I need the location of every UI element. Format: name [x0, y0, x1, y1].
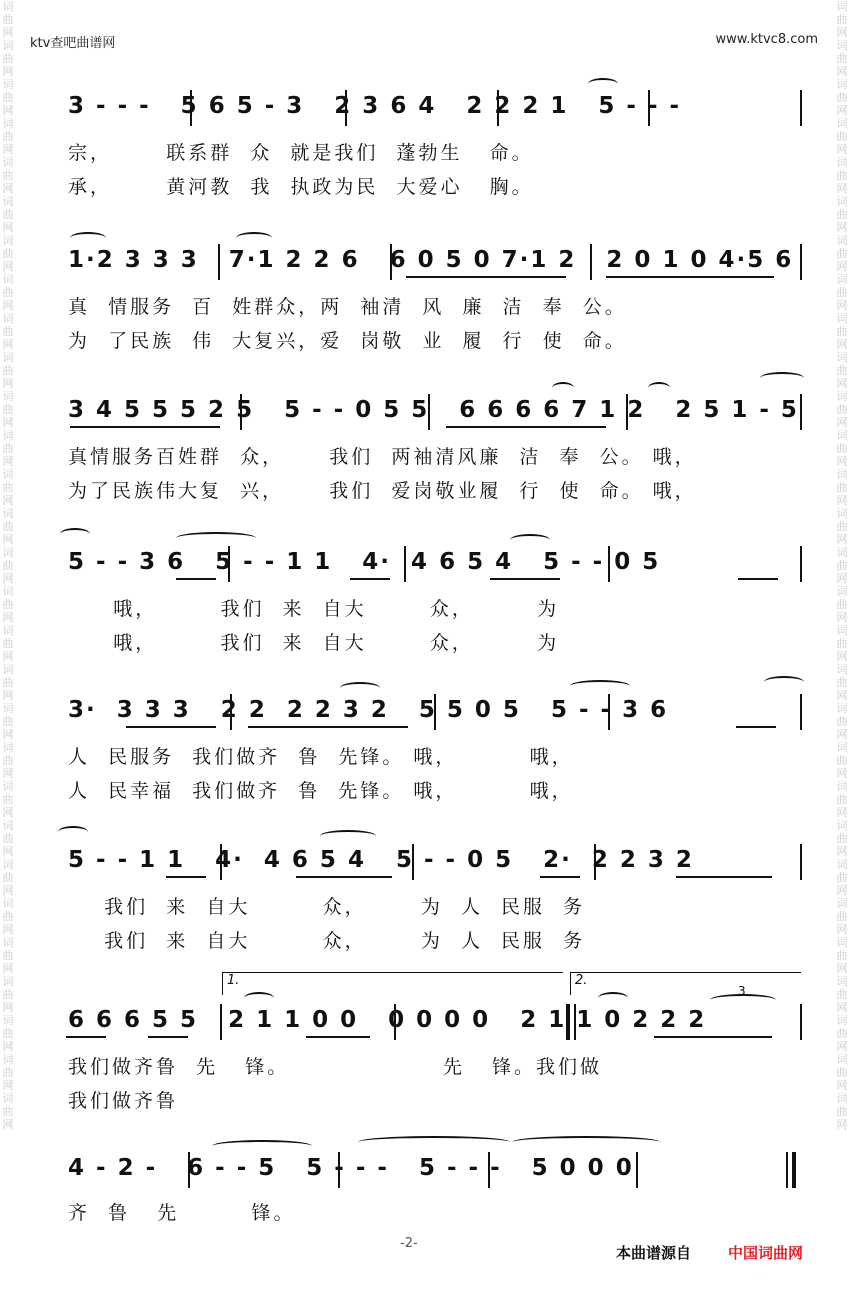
notation-line: 3 - - - 5 6 5 - 3 2 3 6 4 2 2 2 1 5 - - -	[68, 93, 682, 119]
volta-second-ending	[570, 972, 801, 995]
slur	[648, 382, 670, 394]
volta-number: 2.	[575, 973, 588, 988]
barline	[594, 844, 596, 880]
underline-beam	[126, 726, 216, 728]
notation-line: 3 4 5 5 5 2 5 5 - - 0 5 5 6 6 6 6 7 1 2 2 5 1 - 5	[68, 397, 799, 423]
underline-beam	[490, 578, 560, 580]
slur	[760, 372, 804, 384]
slur	[70, 232, 106, 244]
underline-beam	[738, 578, 778, 580]
barline	[648, 90, 650, 126]
header-right-url[interactable]: www.ktvc8.com	[715, 32, 818, 47]
slur	[588, 78, 618, 90]
notation-line: 3· 3 3 3 2 2 2 2 3 2 5 5 0 5 5 - - 3 6	[68, 697, 669, 723]
slur	[552, 382, 574, 394]
underline-beam	[296, 876, 392, 878]
barline	[800, 394, 802, 430]
barline	[190, 90, 192, 126]
slur	[212, 1140, 312, 1152]
slur	[570, 680, 630, 692]
barline	[228, 546, 230, 582]
slur	[58, 826, 88, 838]
slur	[598, 992, 628, 1004]
underline-beam	[406, 276, 566, 278]
barline	[800, 90, 802, 126]
final-barline	[786, 1152, 788, 1188]
underline-beam	[306, 1036, 370, 1038]
barline	[636, 1152, 638, 1188]
barline	[188, 1152, 190, 1188]
notation-line: 4 - 2 - 6 - - 5 5 - - - 5 - - - 5 0 0 0	[68, 1155, 634, 1181]
underline-beam	[676, 876, 772, 878]
lyric-verse-1: 我们 来 自大 众， 为 人 民服 务	[68, 896, 586, 918]
slur	[510, 534, 550, 546]
slur	[340, 682, 380, 694]
underline-beam	[446, 426, 606, 428]
barline	[345, 90, 347, 126]
barline	[390, 244, 392, 280]
barline	[428, 394, 430, 430]
watermark-right: 词曲网词曲网词曲网词曲网词曲网词曲网词曲网词曲网词曲网词曲网词曲网词曲网词曲网词曲网词曲网词曲网词曲网词曲网词曲网词曲网词曲网词曲网词曲网词曲网词曲网词曲网词曲网词曲网词曲网	[836, 0, 848, 1131]
lyric-verse-1: 哦， 我们 来 自大 众， 为	[68, 598, 560, 620]
notation-line: 6 6 6 5 5 2 1 1 0 0 0 0 0 0 2 1 1 0 2 2 2	[68, 1007, 707, 1033]
underline-beam	[540, 876, 580, 878]
underline-beam	[66, 1036, 106, 1038]
lyric-verse-2: 为 了民族 伟 大复兴，爱 岗敬 业 履 行 使 命。	[68, 330, 627, 352]
lyric-verse-1: 真 情服务 百 姓群众，两 袖清 风 廉 洁 奉 公。	[68, 296, 627, 318]
slur	[60, 528, 90, 540]
barline	[800, 244, 802, 280]
barline	[338, 1152, 340, 1188]
barline	[800, 1004, 802, 1040]
barline	[626, 394, 628, 430]
header-left-site[interactable]: ktv查吧曲谱网	[30, 36, 116, 51]
lyric-verse-1: 人 民服务 我们做齐 鲁 先锋。 哦， 哦，	[68, 746, 574, 768]
underline-beam	[248, 726, 408, 728]
underline-beam	[606, 276, 774, 278]
lyric-verse-2: 哦， 我们 来 自大 众， 为	[68, 632, 560, 654]
barline	[608, 694, 610, 730]
lyric-verse-1: 齐 鲁 先 锋。	[68, 1202, 296, 1224]
barline	[394, 1004, 396, 1040]
lyric-verse-2: 承， 黄河教 我 执政为民 大爱心 胸。	[68, 176, 534, 198]
notation-line: 5 - - 3 6 5 - - 1 1 4· 4 6 5 4 5 - - 0 5	[68, 549, 661, 575]
barline	[574, 1004, 576, 1040]
lyric-verse-1: 宗， 联系群 众 就是我们 蓬勃生 命。	[68, 142, 534, 164]
barline	[230, 694, 232, 730]
underline-beam	[654, 1036, 772, 1038]
barline	[434, 694, 436, 730]
underline-beam	[166, 876, 206, 878]
barline	[488, 1152, 490, 1188]
slur	[236, 232, 272, 244]
lyric-verse-1: 真情服务百姓群 众， 我们 两袖清风廉 洁 奉 公。 哦，	[68, 446, 697, 468]
barline	[497, 90, 499, 126]
barline	[800, 694, 802, 730]
lyric-verse-2: 为了民族伟大复 兴， 我们 爱岗敬业履 行 使 命。 哦，	[68, 480, 697, 502]
underline-beam	[350, 578, 390, 580]
lyric-verse-1: 我们做齐鲁 先 锋。 先 锋。我们做	[68, 1056, 602, 1078]
volta-number: 1.	[227, 973, 240, 988]
slur	[244, 992, 274, 1004]
slur	[320, 830, 376, 842]
barline	[220, 1004, 222, 1040]
notation-line: 1·2 3 3 3 7·1 2 2 6 6 0 5 0 7·1 2 2 0 1 0 4·5 6	[68, 247, 794, 273]
footer-site-link[interactable]: 中国词曲网	[728, 1244, 804, 1262]
barline	[412, 844, 414, 880]
underline-beam	[736, 726, 776, 728]
footer-source-label: 本曲谱源自	[616, 1244, 692, 1262]
barline	[218, 244, 220, 280]
underline-beam	[176, 578, 216, 580]
slur	[764, 676, 804, 688]
repeat-barline	[566, 1004, 570, 1040]
final-barline-thick	[792, 1152, 796, 1188]
tie	[512, 1136, 660, 1148]
lyric-verse-2: 人 民幸福 我们做齐 鲁 先锋。 哦， 哦，	[68, 780, 574, 802]
triplet-number: 3	[738, 984, 746, 998]
barline	[800, 546, 802, 582]
tie	[358, 1136, 510, 1148]
barline	[404, 546, 406, 582]
lyric-verse-2: 我们做齐鲁	[68, 1090, 179, 1112]
barline	[800, 844, 802, 880]
notation-line: 5 - - 1 1 4· 4 6 5 4 5 - - 0 5 2· 2 2 3 2	[68, 847, 694, 873]
volta-first-ending	[222, 972, 563, 995]
slur	[176, 532, 256, 544]
page-number: -2-	[400, 1236, 418, 1251]
underline-beam	[148, 1036, 188, 1038]
barline	[608, 546, 610, 582]
barline	[220, 844, 222, 880]
watermark-left: 词曲网词曲网词曲网词曲网词曲网词曲网词曲网词曲网词曲网词曲网词曲网词曲网词曲网词曲网词曲网词曲网词曲网词曲网词曲网词曲网词曲网词曲网词曲网词曲网词曲网词曲网词曲网词曲网词曲网	[2, 0, 14, 1131]
lyric-verse-2: 我们 来 自大 众， 为 人 民服 务	[68, 930, 586, 952]
underline-beam	[70, 426, 220, 428]
barline	[590, 244, 592, 280]
barline	[240, 394, 242, 430]
